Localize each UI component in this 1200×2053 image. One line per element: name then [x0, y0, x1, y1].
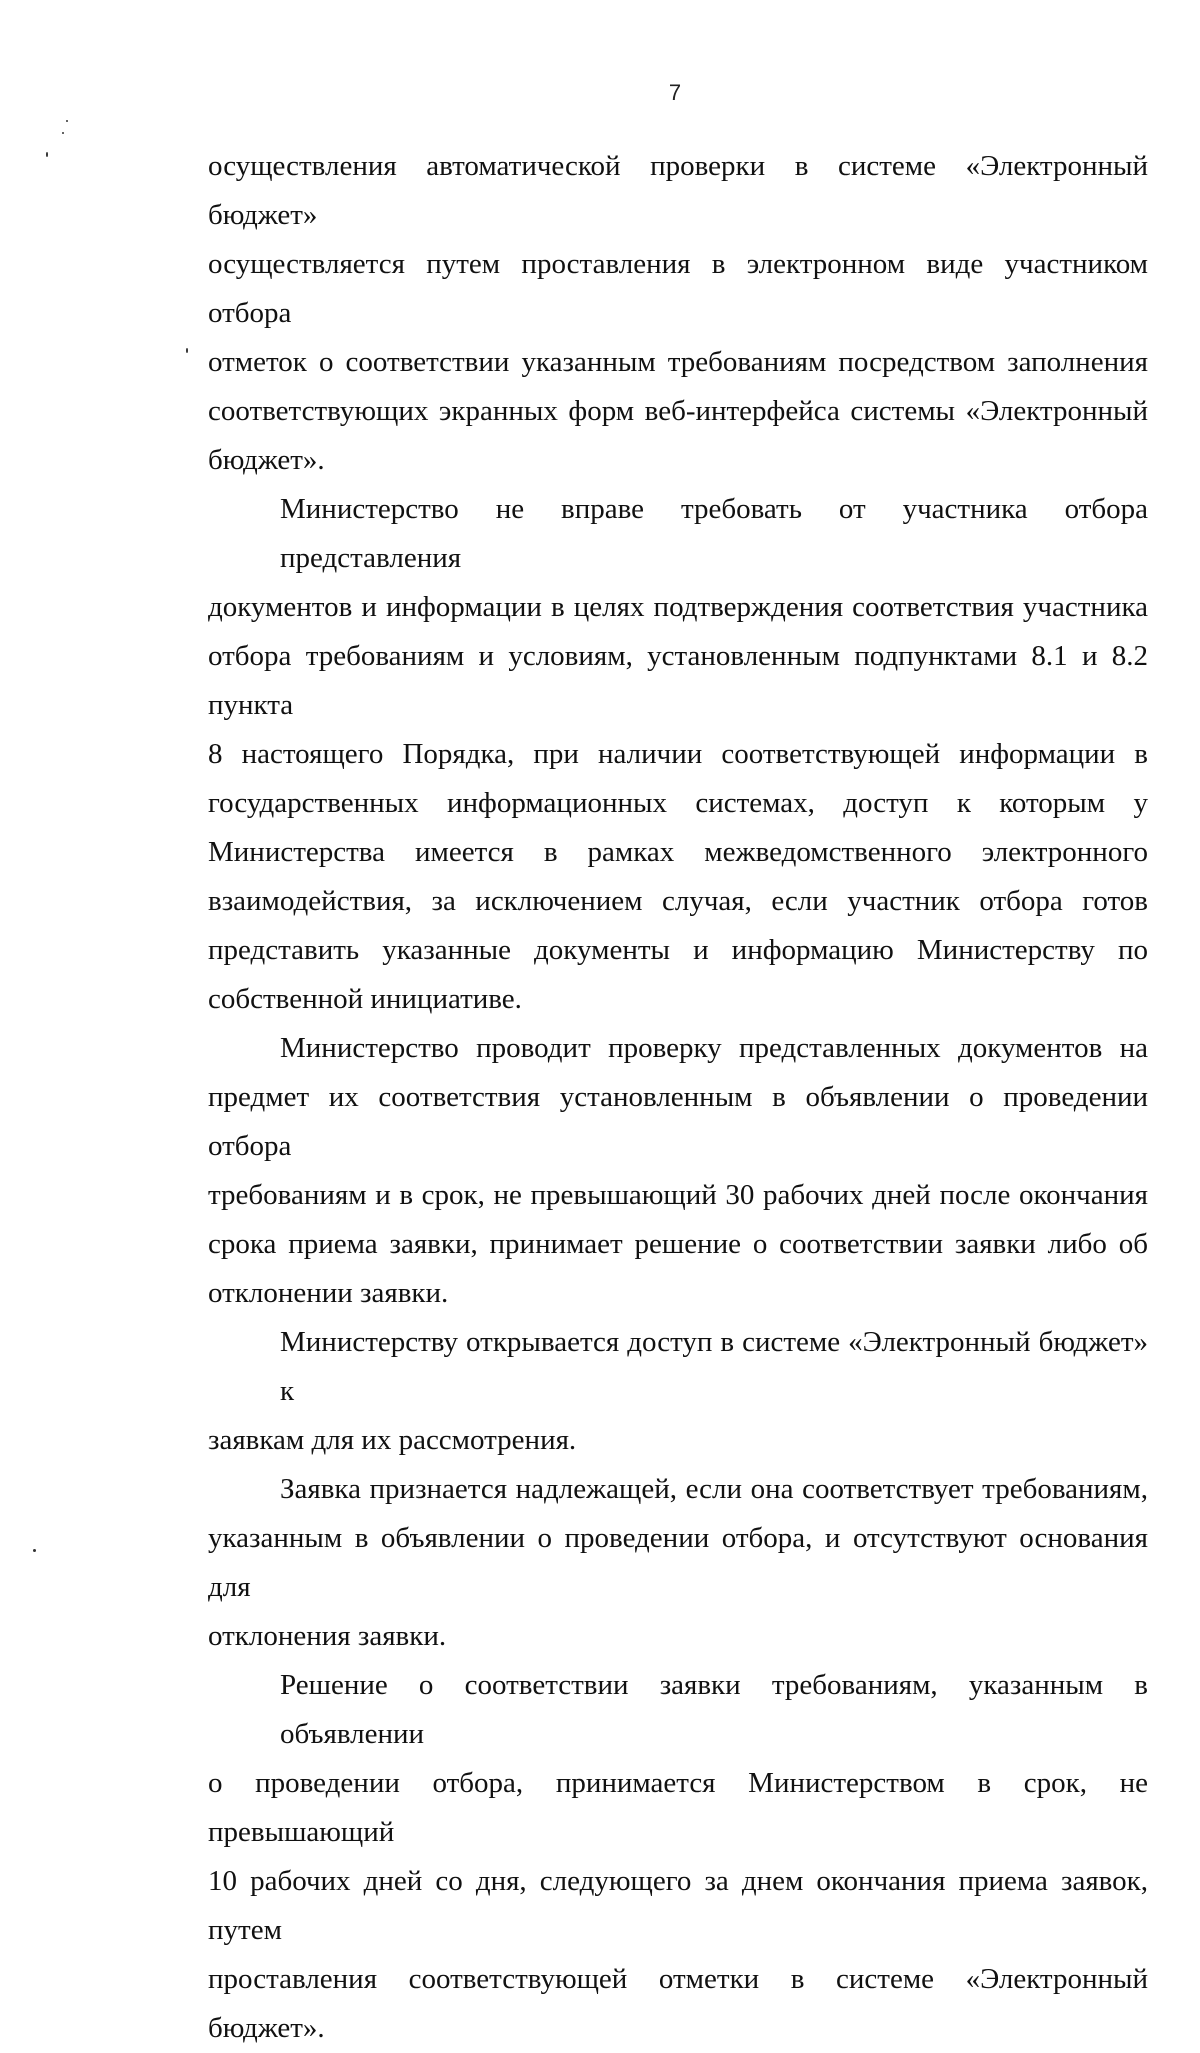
text-line: 10 рабочих дней со дня, следующего за днем окончания приема заявок, путем: [208, 1865, 1148, 1946]
paragraph-4: [208, 1318, 1148, 1465]
text-line: предмет их соответствия установленным в объявлении о проведении отбора: [208, 1081, 1148, 1162]
text-line: проставления соответствующей отметки в системе «Электронный бюджет».: [208, 1963, 1148, 2044]
text-line: взаимодействия, за исключением случая, если участник отбора готов: [208, 885, 1148, 917]
text-line: о проведении отбора, принимается Министерством в срок, не превышающий: [208, 1767, 1148, 1848]
text-line: собственной инициативе.: [208, 983, 522, 1015]
paragraph-5: [208, 1465, 1148, 1661]
text-line: документов и информации в целях подтверждения соответствия участника: [208, 591, 1148, 623]
text-line: соответствующих экранных форм веб-интерфейса системы «Электронный: [208, 395, 1148, 427]
scan-artifact: [33, 1549, 36, 1552]
text-line: бюджет».: [208, 444, 325, 476]
paragraph-3: [208, 1024, 1148, 1318]
text-line: Министерство проводит проверку представленных документов на: [280, 1032, 1148, 1064]
text-line: отклонения заявки.: [208, 1620, 447, 1652]
text-line: Министерство не вправе требовать от участника отбора представления: [280, 493, 1148, 574]
text-line: заявкам для их рассмотрения.: [208, 1424, 577, 1456]
text-line: указанным в объявлении о проведении отбора, и отсутствуют основания для: [208, 1522, 1148, 1603]
text-line: государственных информационных системах, доступ к которым у: [208, 787, 1148, 819]
scan-artifact: [186, 348, 188, 353]
paragraph-2: [208, 485, 1148, 1024]
text-line: отклонении заявки.: [208, 1277, 449, 1309]
text-line: срока приема заявки, принимает решение о соответствии заявки либо об: [208, 1228, 1148, 1260]
text-line: отбора требованиям и условиям, установленным подпунктами 8.1 и 8.2 пункта: [208, 640, 1148, 721]
text-line: требованиям и в срок, не превышающий 30 рабочих дней после окончания: [208, 1179, 1148, 1211]
scan-artifact: [62, 132, 64, 134]
page-number: 7: [668, 80, 682, 105]
text-line: 8 настоящего Порядка, при наличии соответствующей информации в: [208, 738, 1148, 770]
text-line: осуществления автоматической проверки в системе «Электронный бюджет»: [208, 150, 1148, 231]
text-line: отметок о соответствии указанным требованиям посредством заполнения: [208, 346, 1148, 378]
text-line: представить указанные документы и информацию Министерству по: [208, 934, 1148, 966]
text-line: Заявка признается надлежащей, если она соответствует требованиям,: [280, 1473, 1148, 1505]
scan-artifact: [66, 120, 68, 122]
paragraph-6: [208, 1661, 1148, 2053]
document-body: [208, 142, 1148, 2053]
text-line: Решение о соответствии заявки требованиям, указанным в объявлении: [280, 1669, 1148, 1750]
text-line: Министерства имеется в рамках межведомственного электронного: [208, 836, 1148, 868]
paragraph-1: [208, 142, 1148, 485]
text-line: осуществляется путем проставления в электронном виде участником отбора: [208, 248, 1148, 329]
text-line: Министерству открывается доступ в системе «Электронный бюджет» к: [280, 1326, 1148, 1407]
scan-artifact: [46, 152, 48, 157]
